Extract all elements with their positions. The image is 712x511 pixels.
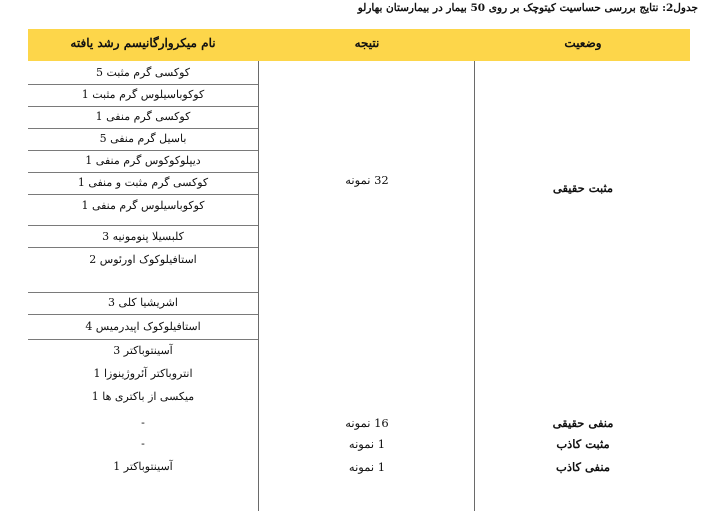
status-true-positive: مثبت حقیقی	[552, 181, 614, 195]
result-true-positive: 32 نمونه	[345, 173, 389, 187]
header-result: نتیجه	[354, 36, 380, 50]
organism-cell: کوکسی گرم منفی 1	[95, 110, 191, 123]
organism-cell: استافیلوکوک اورئوس 2	[89, 253, 197, 266]
organism-cell: باسیل گرم منفی 5	[99, 132, 187, 145]
header-status: وضعیت	[564, 36, 602, 50]
organism-cell: اشریشیا کلی 3	[108, 296, 178, 309]
organism-cell-false-negative: آسینتوباکتر 1	[113, 460, 173, 473]
row-divider	[28, 106, 258, 107]
result-false-positive: 1 نمونه	[348, 437, 386, 451]
status-true-negative: منفی حقیقی	[552, 416, 614, 430]
organism-cell: میکسی از باکتری ها 1	[91, 390, 195, 403]
row-divider	[28, 247, 258, 248]
organism-cell: کلبسیلا پنومونیه 3	[102, 230, 184, 243]
row-divider	[28, 172, 258, 173]
row-divider	[28, 314, 258, 315]
row-divider	[28, 84, 258, 85]
organism-cell: انتروباکتر آئروژینوزا 1	[93, 367, 193, 380]
row-divider	[28, 150, 258, 151]
header-microorganism: نام میکروارگانیسم رشد یافته	[70, 36, 216, 50]
organism-cell-true-negative: -	[141, 416, 145, 429]
row-divider	[28, 128, 258, 129]
column-divider	[258, 61, 259, 511]
status-false-negative: منفی کاذب	[556, 460, 610, 474]
column-divider	[474, 61, 475, 511]
organism-cell: کوکسی گرم مثبت 5	[95, 66, 191, 79]
organism-cell-false-positive: -	[141, 437, 145, 450]
organism-cell: دیپلوکوکوس گرم منفی 1	[85, 154, 201, 167]
result-false-negative: 1 نمونه	[348, 460, 386, 474]
result-true-negative: 16 نمونه	[345, 416, 389, 430]
row-divider	[28, 225, 258, 226]
organism-cell: استافیلوکوک اپیدرمیس 4	[85, 320, 201, 333]
row-divider	[28, 339, 258, 340]
status-false-positive: مثبت کاذب	[556, 437, 610, 451]
row-divider	[28, 194, 258, 195]
organism-cell: کوکوباسیلوس گرم منفی 1	[81, 199, 205, 212]
organism-cell: کوکوباسیلوس گرم مثبت 1	[81, 88, 205, 101]
row-divider	[28, 292, 258, 293]
table-caption: جدول2: نتایج بررسی حساسیت کیتوچک بر روی 50 بیمار در بیمارستان بهارلو	[357, 2, 698, 14]
results-table	[28, 29, 690, 484]
organism-cell: آسینتوباکتر 3	[113, 344, 173, 357]
table-header-row	[28, 29, 690, 61]
organism-cell: کوکسی گرم مثبت و منفی 1	[77, 176, 209, 189]
